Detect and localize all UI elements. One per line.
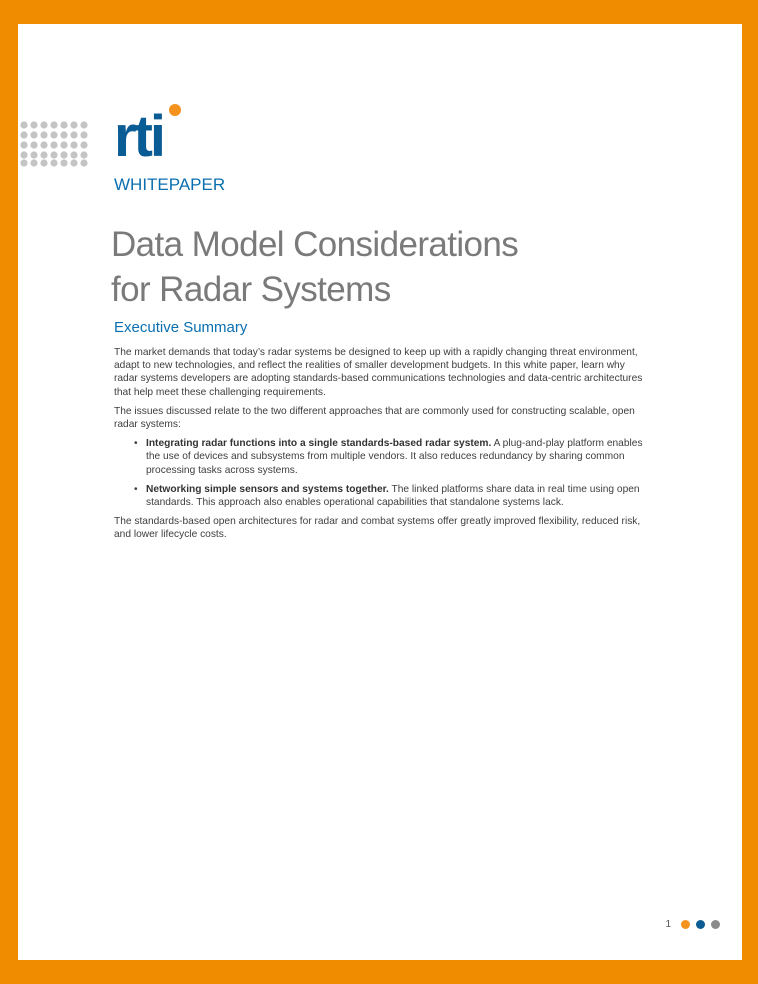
list-item [134, 483, 644, 509]
title-line-1: Data Model Considerations [111, 225, 519, 264]
logo-orange-dot [169, 104, 181, 116]
rti-logo: rti [114, 104, 163, 169]
bullet-text: A plug-and-play platform enables the use of devices and subsystems from multiple vendors. It also reduces redundancy by sharing common processing tasks across systems. [146, 438, 643, 476]
body-text [114, 346, 644, 548]
paragraph-approaches: The issues discussed relate to the two different approaches that are commonly used for constructing scalable, open radar systems: [114, 405, 635, 431]
list-item [134, 437, 644, 477]
document-type-label: WHITEPAPER [114, 175, 226, 194]
section-heading: Executive Summary [114, 319, 248, 336]
bullet-list [114, 437, 644, 509]
decorative-dot-grid [20, 121, 90, 167]
bullet-icon: • [134, 438, 138, 450]
footer-dot-orange [681, 920, 690, 929]
title-line-2: for Radar Systems [111, 270, 391, 309]
bullet-lead: Networking simple sensors and systems together. [146, 483, 389, 495]
paragraph-conclusion: The standards-based open architectures for radar and combat systems offer greatly improved flexibility, reduced risk, and lower lifecycle costs. [114, 516, 641, 541]
document-title [111, 222, 711, 312]
bullet-lead: Integrating radar functions into a single standards-based radar system. [146, 438, 492, 450]
paragraph-intro: The market demands that today’s radar systems be designed to keep up with a rapidly changing threat environment, adapt to new technologies, and reflect the realities of smaller development budgets. In this white paper, learn why radar systems developers are adopting standards-based communications technologies and data-centric architectures that help meet these challenging requirements. [114, 347, 643, 398]
page-number: 1 [665, 919, 671, 930]
bullet-text: The linked platforms share data in real time using open standards. This approach also enables operational capabilities that standalone systems lack. [146, 483, 640, 509]
bullet-icon: • [134, 483, 138, 495]
footer-dot-blue [696, 920, 705, 929]
document-page [18, 24, 742, 960]
footer-dot-gray [711, 920, 720, 929]
page-footer [665, 919, 720, 930]
